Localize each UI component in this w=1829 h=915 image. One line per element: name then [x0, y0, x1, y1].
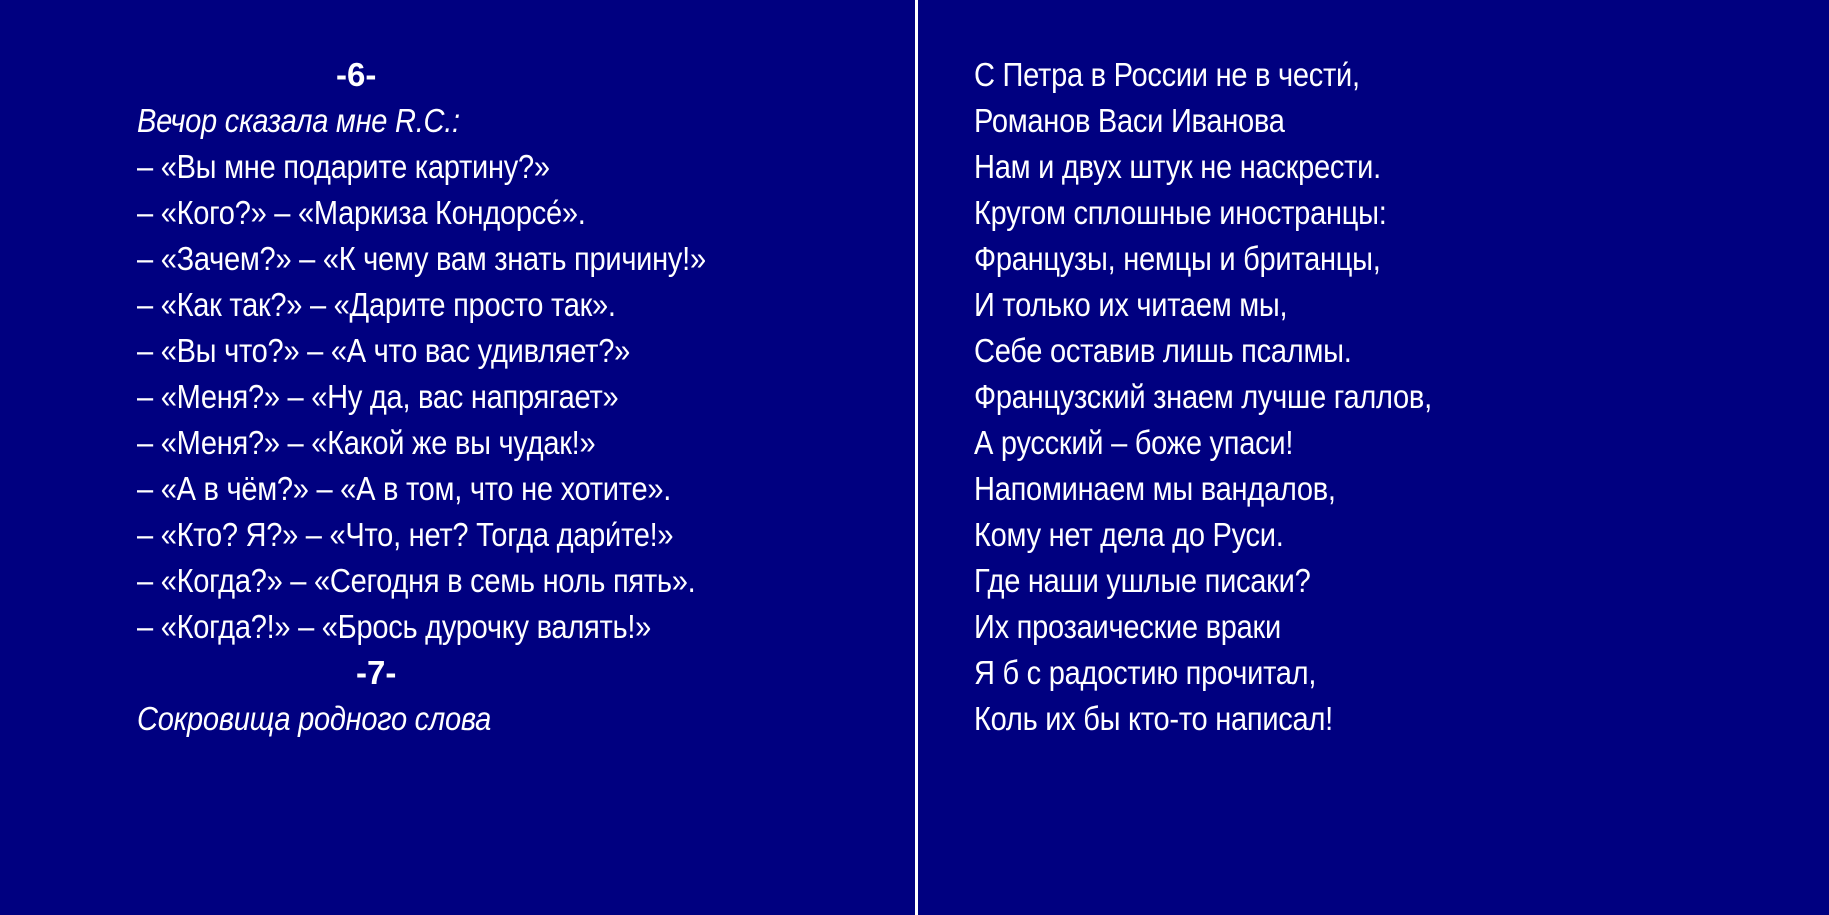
dialogue-line: – «Когда?» – «Сегодня в семь ноль пять».: [137, 562, 696, 599]
dialogue-line: – «Меня?» – «Ну да, вас напрягает»: [137, 378, 619, 415]
dialogue-line: – «Кого?» – «Маркиза Кондорсе́».: [137, 194, 586, 231]
dialogue-line: – «Как так?» – «Дарите просто так».: [137, 286, 616, 323]
dialogue-line: – «Кто? Я?» – «Что, нет? Тогда дари́те!»: [137, 516, 674, 553]
section-intro-6: Вечор сказала мне R.C.:: [137, 102, 460, 139]
poem-line: Где наши ушлые писаки?: [974, 562, 1311, 599]
dialogue-line: – «Зачем?» – «К чему вам знать причину!»: [137, 240, 706, 277]
column-divider: [915, 0, 918, 915]
section-heading-7: -7-: [356, 654, 397, 691]
dialogue-line: – «А в чём?» – «А в том, что не хотите».: [137, 470, 672, 507]
poem-line: Себе оставив лишь псалмы.: [974, 332, 1352, 369]
poem-line: С Петра в России не в чести́,: [974, 56, 1360, 93]
poem-line: Напоминаем мы вандалов,: [974, 470, 1336, 507]
poem-line: Романов Васи Иванова: [974, 102, 1285, 139]
section-heading-6: -6-: [336, 56, 377, 93]
section-intro-7: Сокровища родного слова: [137, 700, 492, 737]
dialogue-line: – «Когда?!» – «Брось дурочку валять!»: [137, 608, 652, 645]
poem-line: Французский знаем лучше галлов,: [974, 378, 1432, 415]
dialogue-line: – «Вы мне подарите картину?»: [137, 148, 550, 185]
poem-line: И только их читаем мы,: [974, 286, 1288, 323]
dialogue-line: – «Вы что?» – «А что вас удивляет?»: [137, 332, 630, 369]
poem-line: Коль их бы кто-то написал!: [974, 700, 1333, 737]
dialogue-line: – «Меня?» – «Какой же вы чудак!»: [137, 424, 596, 461]
poem-line: Я б с радостию прочитал,: [974, 654, 1317, 691]
poem-line: Их прозаические враки: [974, 608, 1281, 645]
poem-line: Кругом сплошные иностранцы:: [974, 194, 1387, 231]
poem-line: Кому нет дела до Руси.: [974, 516, 1284, 553]
poem-line: А русский – боже упаси!: [974, 424, 1294, 461]
poem-line: Французы, немцы и британцы,: [974, 240, 1381, 277]
poem-line: Нам и двух штук не наскрести.: [974, 148, 1381, 185]
